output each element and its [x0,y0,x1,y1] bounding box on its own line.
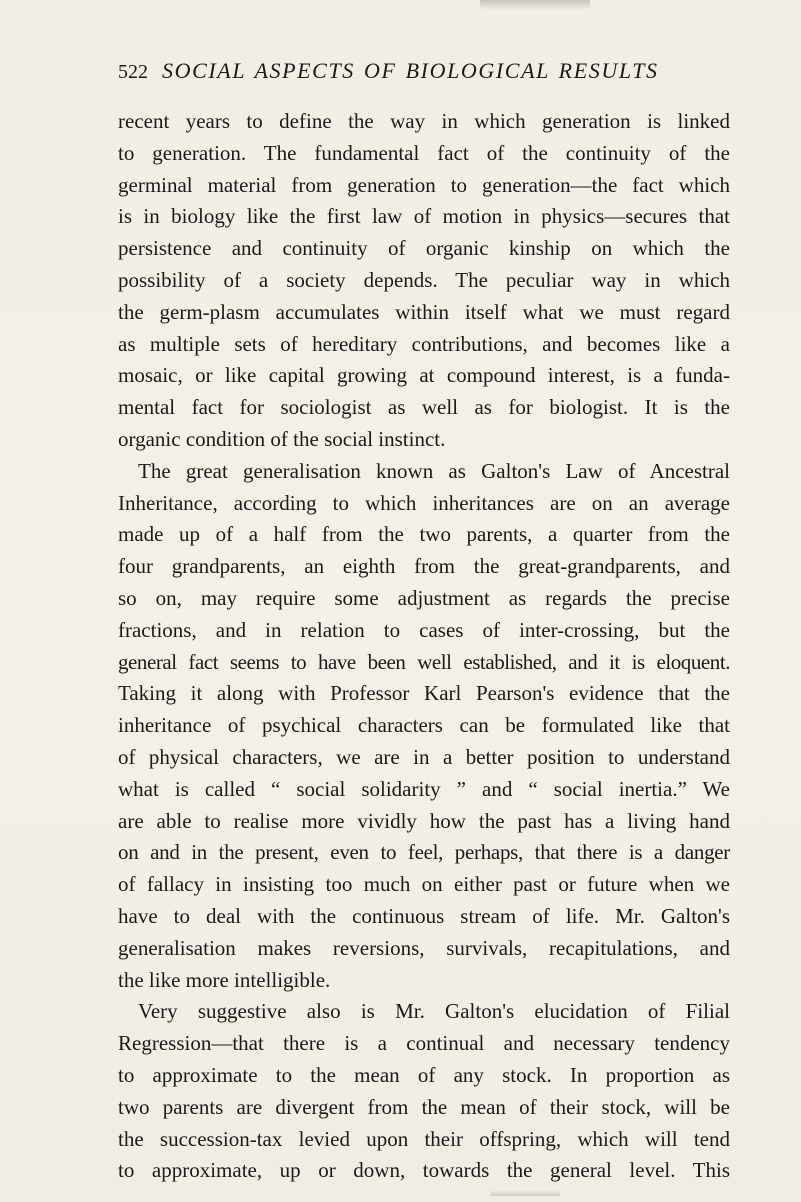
text-line: four grandparents, an eighth from the great-grandparents, and [118,554,730,579]
text-line: to approximate to the mean of any stock. In proportion as [118,1062,730,1087]
body-text [118,106,730,1187]
text-line: Regression—that there is a continual and necessary tendency [118,1031,730,1056]
page-number: 522 [118,61,148,83]
text-line: so on, may require some adjustment as regards the precise [118,585,730,610]
text-line: two parents are divergent from the mean of their stock, will be [118,1094,730,1119]
text-line: the like more intelligible. [118,967,331,992]
text-line: organic condition of the social instinct. [118,426,446,451]
text-line: is in biology like the first law of motion in physics—secures that [118,204,730,229]
text-line: as multiple sets of hereditary contributions, and becomes like a [118,331,730,356]
text-line: The great generalisation known as Galton's Law of Ancestral [138,458,730,483]
text-line: fractions, and in relation to cases of inter-crossing, but the [118,617,730,642]
text-line: mosaic, or like capital growing at compound interest, is a funda- [118,363,730,388]
text-line: Very suggestive also is Mr. Galton's elucidation of Filial [138,999,730,1024]
text-line: the succession-tax levied upon their offspring, which will tend [118,1126,730,1151]
text-line: generalisation makes reversions, survivals, recapitulations, and [118,935,730,960]
scan-shadow-top [480,0,590,10]
text-line: of fallacy in insisting too much on either past or future when we [118,872,730,897]
text-line: of physical characters, we are in a better position to understand [118,744,730,769]
scan-shadow-bottom [490,1190,560,1196]
text-line: to approximate, up or down, towards the general level. This [118,1158,730,1183]
text-line: recent years to define the way in which generation is linked [118,109,730,133]
text-line: possibility of a society depends. The peculiar way in which [118,267,730,292]
text-line: inheritance of psychical characters can be formulated like that [118,713,730,738]
running-head [118,58,718,92]
text-line: have to deal with the continuous stream of life. Mr. Galton's [118,903,730,928]
text-line: on and in the present, even to feel, perhaps, that there is a danger [118,840,730,865]
text-line: Inheritance, according to which inheritances are on an average [118,490,730,515]
text-line: what is called “ social solidarity ” and “ social inertia.” We [118,776,730,801]
text-line: general fact seems to have been well established, and it is eloquent. [118,649,730,674]
text-line: germinal material from generation to generation—the fact which [118,172,730,197]
running-title: SOCIAL ASPECTS OF BIOLOGICAL RESULTS [162,58,659,83]
text-line: Taking it along with Professor Karl Pearson's evidence that the [118,681,730,706]
text-line: are able to realise more vividly how the past has a living hand [118,808,730,833]
text-line: to generation. The fundamental fact of the continuity of the [118,140,730,165]
text-line: made up of a half from the two parents, a quarter from the [118,522,730,547]
text-line: mental fact for sociologist as well as for biologist. It is the [118,395,730,420]
text-line: the germ-plasm accumulates within itself what we must regard [118,299,730,324]
text-line: persistence and continuity of organic kinship on which the [118,236,730,261]
